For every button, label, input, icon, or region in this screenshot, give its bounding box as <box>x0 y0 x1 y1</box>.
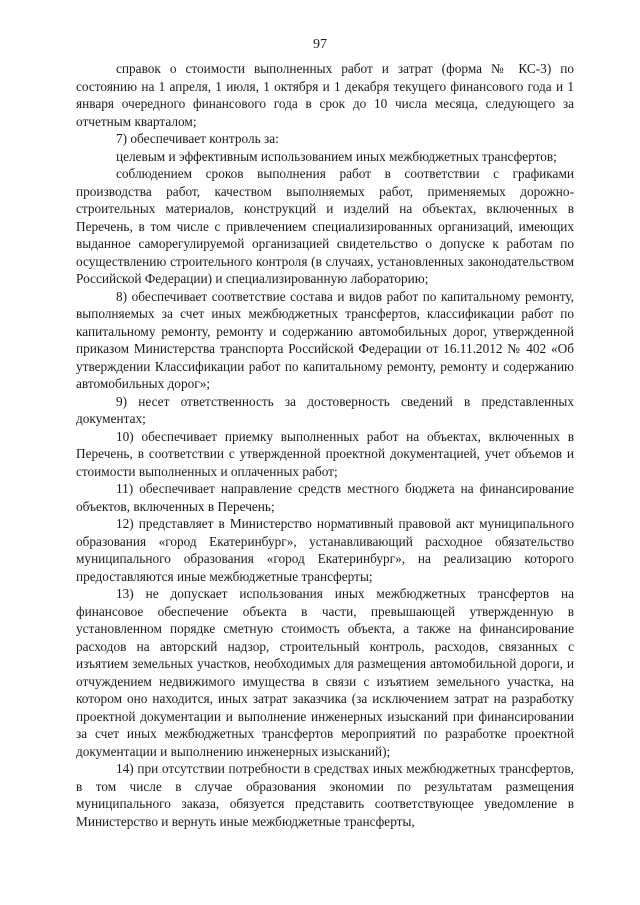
page-number: 97 <box>313 37 327 52</box>
paragraph-item-10: 10) обеспечивает приемку выполненных работ на объектах, включенных в Перечень, в соответствии с утвержденной проектной документацией, учет объемов и стоимости выполненных и оплаченных работ; <box>76 428 574 479</box>
paragraph-item-7-subitem-1: целевым и эффективным использованием иных межбюджетных трансфертов; <box>116 148 557 164</box>
paragraph-item-11: 11) обеспечивает направление средств местного бюджета на финансирование объектов, включенных в Перечень; <box>76 481 574 514</box>
paragraph-item-7: 7) обеспечивает контроль за: <box>116 131 279 146</box>
paragraph-item-7-subitem-2: соблюдением сроков выполнения работ в соответствии с графиками производства работ, качеством выполняемых работ, применяемых дорожно-строительных материалов, конструкций и изделий на объектах, включенных в Перечень, в том числе с привлечением специализированных организаций, имеющих выданное саморегулируемой организацией свидетельство о допуске к работам по осуществлению строительного контроля (в случаях, установленных законодательством Российской Федерации) и специализированную лабораторию; <box>76 166 574 286</box>
paragraph-item-13: 13) не допускает использования иных межбюджетных трансфертов на финансовое обеспечение объекта в части, превышающей утвержденную в установленном порядке сметную стоимость объекта, а также на финансирование расходов на авторский надзор, строительный контроль, расходов, связанных с изъятием земельных участков, необходимых для размещения автомобильной дороги, и отчуждением недвижимого имущества в связи с изъятием земельного участка, на котором оно находится, иных затрат заказчика (за исключением затрат на разработку проектной документации и выполнение инженерных изысканий при финансировании за счет иных межбюджетных трансфертов мероприятий по разработке проектной документации и выполнению инженерных изысканий); <box>76 586 574 759</box>
paragraph-item-14: 14) при отсутствии потребности в средствах иных межбюджетных трансфертов, в том числе в случае образования экономии по результатам размещения муниципального заказа, обязуется представить соответствующее уведомление в Министерство и вернуть иные межбюджетные трансферты, <box>76 761 574 829</box>
paragraph-item-9: 9) несет ответственность за достоверность сведений в представленных документах; <box>76 393 574 426</box>
paragraph-continuation: справок о стоимости выполненных работ и затрат (форма № КС-3) по состоянию на 1 апреля, 1 июля, 1 октября и 1 декабря текущего финансового года и 1 января очередного финансового года в срок до 10 числа месяца, следующего за отчетным кварталом; <box>76 61 574 129</box>
document-body <box>76 60 574 830</box>
paragraph-item-8: 8) обеспечивает соответствие состава и видов работ по капитальному ремонту, выполняемых за счет иных межбюджетных трансфертов, классификации работ по капитальному ремонту, ремонту и содержанию автомобильных дорог, утвержденной приказом Министерства транспорта Российской Федерации от 16.11.2012 № 402 «Об утверждении Классификации работ по капитальному ремонту, ремонту и содержанию автомобильных дорог»; <box>76 288 574 391</box>
paragraph-item-12: 12) представляет в Министерство нормативный правовой акт муниципального образования «город Екатеринбург», устанавливающий расходное обязательство муниципального образования «город Екатеринбург», на реализацию которого предоставляются иные межбюджетные трансферты; <box>76 516 574 584</box>
